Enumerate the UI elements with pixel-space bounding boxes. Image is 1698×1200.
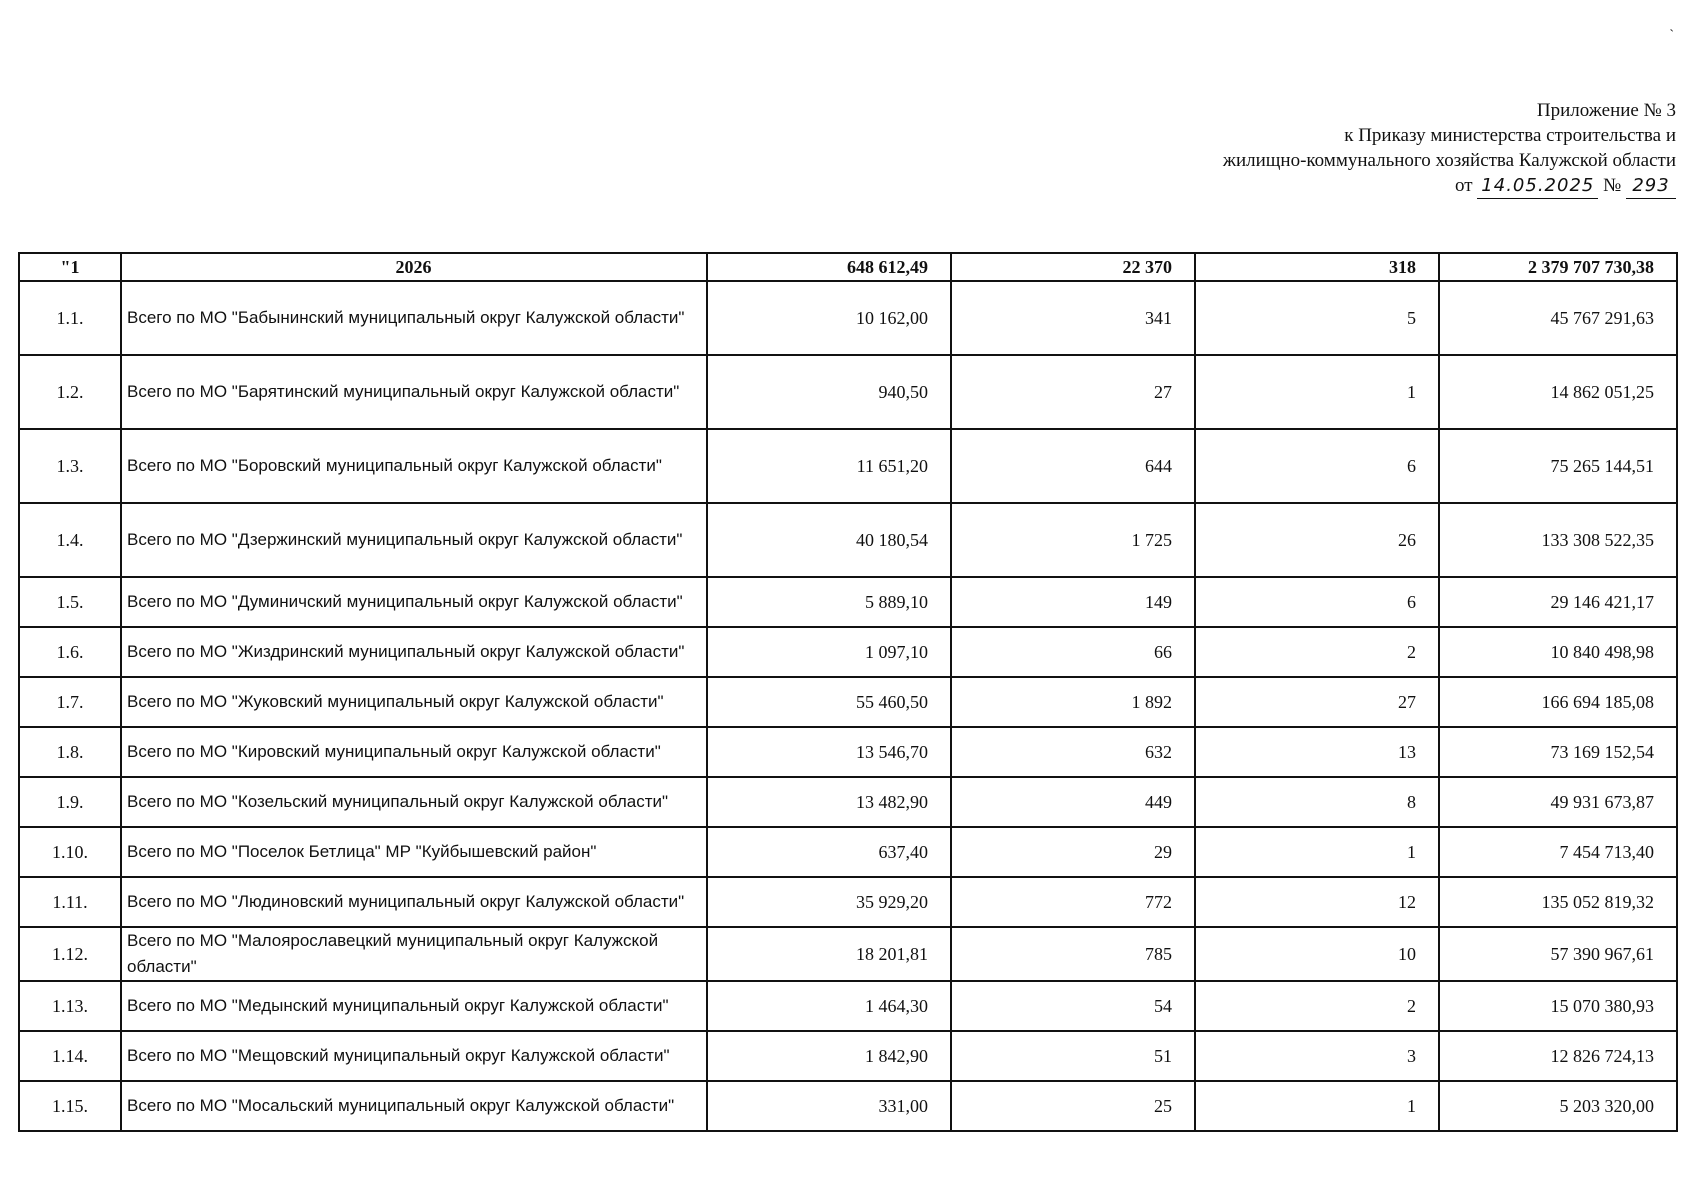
row-people: 341 (951, 281, 1195, 355)
row-houses: 1 (1195, 355, 1439, 429)
row-people: 27 (951, 355, 1195, 429)
total-row-cost: 2 379 707 730,38 (1439, 253, 1677, 281)
row-number: 1.2. (19, 355, 121, 429)
row-people: 644 (951, 429, 1195, 503)
row-number: 1.4. (19, 503, 121, 577)
row-municipality: Всего по МО "Медынский муниципальный округ Калужской области" (121, 981, 707, 1031)
table-row (19, 677, 1677, 727)
table-row (19, 355, 1677, 429)
row-people: 149 (951, 577, 1195, 627)
from-label: от (1454, 175, 1473, 196)
row-cost: 15 070 380,93 (1439, 981, 1677, 1031)
table-row (19, 503, 1677, 577)
table-row (19, 429, 1677, 503)
row-cost: 135 052 819,32 (1439, 877, 1677, 927)
row-people: 772 (951, 877, 1195, 927)
table-row (19, 577, 1677, 627)
table-row (19, 827, 1677, 877)
row-cost: 5 203 320,00 (1439, 1081, 1677, 1131)
row-area: 55 460,50 (707, 677, 951, 727)
table-row (19, 1081, 1677, 1131)
row-number: 1.6. (19, 627, 121, 677)
row-area: 40 180,54 (707, 503, 951, 577)
row-area: 11 651,20 (707, 429, 951, 503)
row-number: 1.5. (19, 577, 121, 627)
order-date-number-line (1455, 173, 1676, 199)
table-row (19, 727, 1677, 777)
row-municipality: Всего по МО "Козельский муниципальный округ Калужской области" (121, 777, 707, 827)
row-people: 66 (951, 627, 1195, 677)
row-people: 51 (951, 1031, 1195, 1081)
row-municipality: Всего по МО "Бабынинский муниципальный округ Калужской области" (121, 281, 707, 355)
row-houses: 2 (1195, 627, 1439, 677)
row-cost: 14 862 051,25 (1439, 355, 1677, 429)
row-number: 1.11. (19, 877, 121, 927)
appendix-order-line: к Приказу министерства строительства и (1344, 125, 1676, 146)
table-row (19, 927, 1677, 981)
row-municipality: Всего по МО "Жуковский муниципальный округ Калужской области" (121, 677, 707, 727)
row-houses: 2 (1195, 981, 1439, 1031)
row-people: 1 892 (951, 677, 1195, 727)
row-number: 1.7. (19, 677, 121, 727)
row-cost: 49 931 673,87 (1439, 777, 1677, 827)
row-area: 331,00 (707, 1081, 951, 1131)
row-cost: 45 767 291,63 (1439, 281, 1677, 355)
row-number: 1.1. (19, 281, 121, 355)
row-people: 25 (951, 1081, 1195, 1131)
row-houses: 13 (1195, 727, 1439, 777)
row-people: 449 (951, 777, 1195, 827)
total-row-area: 648 612,49 (707, 253, 951, 281)
row-houses: 6 (1195, 429, 1439, 503)
total-row (19, 253, 1677, 281)
row-number: 1.3. (19, 429, 121, 503)
row-municipality: Всего по МО "Людиновский муниципальный округ Калужской области" (121, 877, 707, 927)
row-municipality: Всего по МО "Мещовский муниципальный округ Калужской области" (121, 1031, 707, 1081)
row-houses: 26 (1195, 503, 1439, 577)
row-cost: 29 146 421,17 (1439, 577, 1677, 627)
total-row-people: 22 370 (951, 253, 1195, 281)
row-municipality: Всего по МО "Жиздринский муниципальный округ Калужской области" (121, 627, 707, 677)
row-area: 637,40 (707, 827, 951, 877)
table-body (19, 253, 1677, 1131)
row-area: 10 162,00 (707, 281, 951, 355)
row-number: 1.10. (19, 827, 121, 877)
row-houses: 10 (1195, 927, 1439, 981)
row-municipality: Всего по МО "Поселок Бетлица" МР "Куйбышевский район" (121, 827, 707, 877)
row-people: 54 (951, 981, 1195, 1031)
row-area: 35 929,20 (707, 877, 951, 927)
row-municipality: Всего по МО "Кировский муниципальный округ Калужской области" (121, 727, 707, 777)
row-number: 1.13. (19, 981, 121, 1031)
appendix-ministry-line: жилищно-коммунального хозяйства Калужской области (1222, 150, 1676, 171)
row-number: 1.14. (19, 1031, 121, 1081)
row-number: 1.12. (19, 927, 121, 981)
row-municipality: Всего по МО "Барятинский муниципальный округ Калужской области" (121, 355, 707, 429)
row-number: 1.8. (19, 727, 121, 777)
row-people: 29 (951, 827, 1195, 877)
row-cost: 10 840 498,98 (1439, 627, 1677, 677)
row-area: 1 464,30 (707, 981, 951, 1031)
table-row (19, 1031, 1677, 1081)
row-cost: 75 265 144,51 (1439, 429, 1677, 503)
row-people: 785 (951, 927, 1195, 981)
row-number: 1.9. (19, 777, 121, 827)
row-houses: 12 (1195, 877, 1439, 927)
row-municipality: Всего по МО "Дзержинский муниципальный округ Калужской области" (121, 503, 707, 577)
row-people: 632 (951, 727, 1195, 777)
handwritten-date: 14.05.2025 (1477, 173, 1598, 199)
row-houses: 27 (1195, 677, 1439, 727)
table-row (19, 777, 1677, 827)
row-area: 18 201,81 (707, 927, 951, 981)
table-row (19, 627, 1677, 677)
housing-program-table (18, 252, 1678, 1132)
row-area: 1 097,10 (707, 627, 951, 677)
row-municipality: Всего по МО "Малоярославецкий муниципальный округ Калужской области" (121, 927, 707, 981)
row-area: 5 889,10 (707, 577, 951, 627)
table-row (19, 981, 1677, 1031)
row-number: 1.15. (19, 1081, 121, 1131)
row-cost: 73 169 152,54 (1439, 727, 1677, 777)
row-municipality: Всего по МО "Мосальский муниципальный округ Калужской области" (121, 1081, 707, 1131)
row-houses: 5 (1195, 281, 1439, 355)
row-area: 13 546,70 (707, 727, 951, 777)
stray-mark: ` (1669, 28, 1674, 43)
row-cost: 7 454 713,40 (1439, 827, 1677, 877)
row-houses: 1 (1195, 1081, 1439, 1131)
row-municipality: Всего по МО "Боровский муниципальный округ Калужской области" (121, 429, 707, 503)
total-row-year: 2026 (121, 253, 707, 281)
row-cost: 133 308 522,35 (1439, 503, 1677, 577)
total-row-houses: 318 (1195, 253, 1439, 281)
number-label: № (1603, 175, 1622, 196)
row-houses: 3 (1195, 1031, 1439, 1081)
row-houses: 8 (1195, 777, 1439, 827)
row-municipality: Всего по МО "Думиничский муниципальный округ Калужской области" (121, 577, 707, 627)
row-people: 1 725 (951, 503, 1195, 577)
row-area: 13 482,90 (707, 777, 951, 827)
total-row-num: "1 (19, 253, 121, 281)
row-cost: 57 390 967,61 (1439, 927, 1677, 981)
appendix-title: Приложение № 3 (1536, 100, 1676, 121)
appendix-header (1223, 98, 1676, 199)
row-area: 940,50 (707, 355, 951, 429)
row-cost: 166 694 185,08 (1439, 677, 1677, 727)
row-houses: 1 (1195, 827, 1439, 877)
table-row (19, 281, 1677, 355)
handwritten-number: 293 (1626, 173, 1676, 199)
row-cost: 12 826 724,13 (1439, 1031, 1677, 1081)
table-row (19, 877, 1677, 927)
row-houses: 6 (1195, 577, 1439, 627)
row-area: 1 842,90 (707, 1031, 951, 1081)
